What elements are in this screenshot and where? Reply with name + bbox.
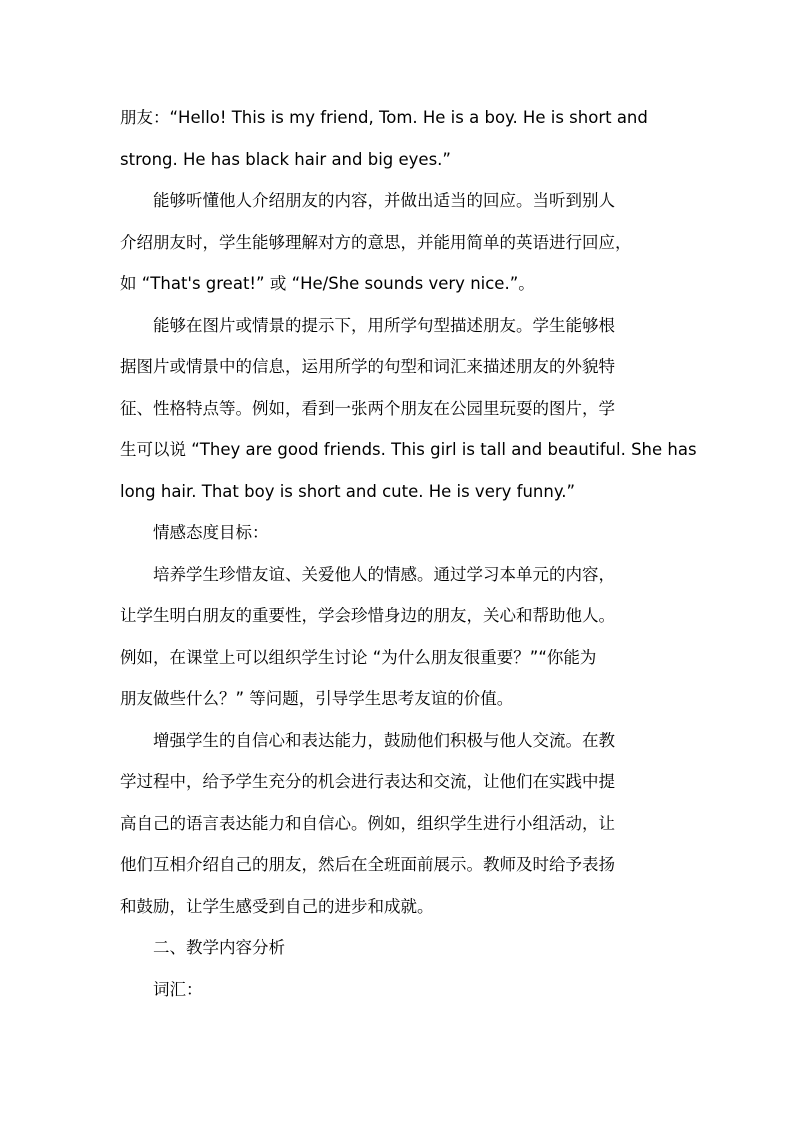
paragraph-start-line: 能够听懂他人介绍朋友的内容，并做出适当的回应。当听到别人 bbox=[153, 191, 615, 210]
section-heading-content-analysis: 二、教学内容分析 bbox=[153, 938, 285, 957]
paragraph-start-line: 培养学生珍惜友谊、关爱他人的情感。通过学习本单元的内容， bbox=[153, 564, 615, 584]
text-line: 据图片或情景中的信息，运用所学的句型和词汇来描述朋友的外貌特 bbox=[120, 357, 615, 376]
text-line: long hair. That boy is short and cute. He is very funny.” bbox=[120, 481, 576, 501]
text-line: 朋友做些什么？” 等问题，引导学生思考友谊的价值。 bbox=[120, 689, 514, 708]
text-line: 他们互相介绍自己的朋友，然后在全班面前展示。教师及时给予表扬 bbox=[120, 855, 615, 874]
subheading-vocabulary: 词汇： bbox=[153, 979, 203, 999]
text-line: strong. He has black hair and big eyes.” bbox=[120, 149, 451, 169]
text-line: 介绍朋友时，学生能够理解对方的意思，并能用简单的英语进行回应， bbox=[120, 232, 632, 252]
text-line: 例如，在课堂上可以组织学生讨论 “为什么朋友很重要？”“你能为 bbox=[120, 647, 597, 667]
paragraph-start-line: 增强学生的自信心和表达能力，鼓励他们积极与他人交流。在教 bbox=[153, 730, 615, 750]
text-line: 让学生明白朋友的重要性，学会珍惜身边的朋友，关心和帮助他人。 bbox=[120, 606, 615, 625]
text-line: 征、性格特点等。例如，看到一张两个朋友在公园里玩耍的图片，学 bbox=[120, 398, 615, 418]
text-line: 学过程中，给予学生充分的机会进行表达和交流，让他们在实践中提 bbox=[120, 772, 615, 791]
paragraph-start-line: 能够在图片或情景的提示下，用所学句型描述朋友。学生能够根 bbox=[153, 315, 615, 335]
text-line: 和鼓励，让学生感受到自己的进步和成就。 bbox=[120, 896, 434, 916]
text-line: 生可以说 “They are good friends. This girl is tall and beautiful. She has bbox=[120, 440, 697, 459]
text-line: 朋友：“Hello! This is my friend, Tom. He is a boy. He is short and bbox=[120, 108, 648, 127]
text-line: 高自己的语言表达能力和自信心。例如，组织学生进行小组活动，让 bbox=[120, 813, 615, 833]
text-line: 如 “That's great!” 或 “He/She sounds very nice.”。 bbox=[120, 274, 535, 293]
section-heading-emotional-goals: 情感态度目标： bbox=[153, 523, 269, 542]
document-body bbox=[120, 97, 697, 1010]
